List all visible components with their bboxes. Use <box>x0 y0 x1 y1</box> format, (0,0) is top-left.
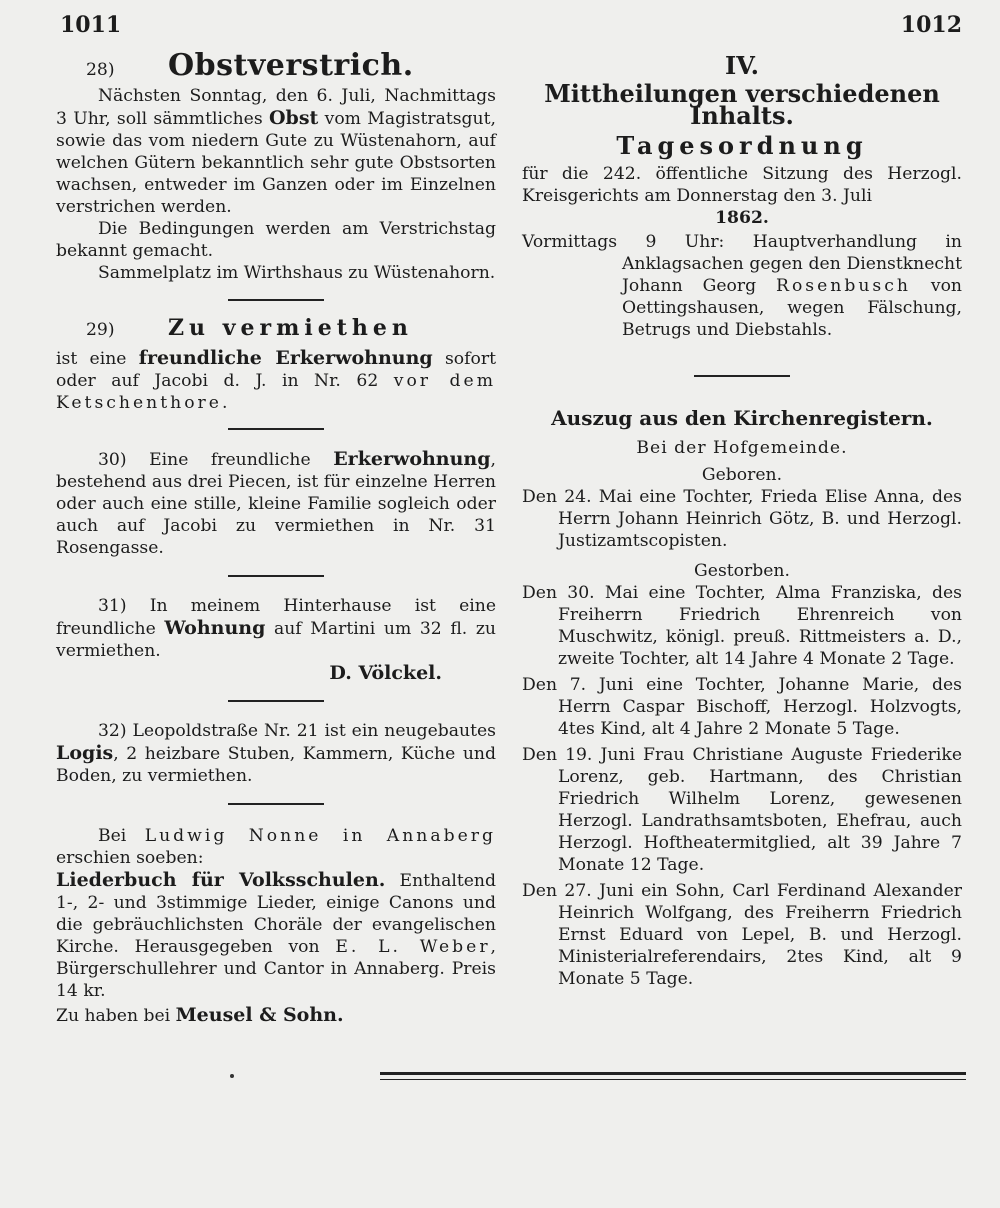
divider <box>694 375 790 377</box>
notice-number: 28) <box>86 60 115 80</box>
divider <box>228 428 324 430</box>
register-entry: Den 19. Juni Frau Christiane Auguste Friederike Lorenz, geb. Hartmann, des Christian Friedrich Wilhelm Lorenz, gewesenen Herzogl. Landrathsamtsboten, Ehefrau, auch Herzogl. Hoftheatermitglied, alt 39 Jahre 7 Monate 12 Tage. <box>522 745 962 875</box>
right-column <box>522 51 962 990</box>
notice-text: Liederbuch für Volksschulen. Enthaltend 1-, 2- und 3stimmige Lieder, einige Canons und die gebräuchlichsten Choräle der evangelischen Kirche. Herausgegeben von E. L. Weber, Bürgerschullehrer und Cantor in Annaberg. Preis 14 kr. <box>56 869 497 1001</box>
notice-30 <box>56 448 496 559</box>
agenda-item: Vormittags 9 Uhr: Hauptverhandlung in Anklagsachen gegen den Dienstknecht Johann Georg Rosenbusch von Oettingshausen, wegen Fälschung, Betrugs und Diebstahls. <box>522 232 962 340</box>
agenda-title: Tagesordnung <box>616 131 868 160</box>
born-label: Geboren. <box>701 465 783 485</box>
notice-text: Zu haben bei Meusel & Sohn. <box>56 1004 344 1026</box>
register-entry: Den 30. Mai eine Tochter, Alma Franziska, des Freiherrn Friedrich Ehrenreich von Muschwitz, königl. preuß. Rittmeisters a. D., zweite Tochter, alt 14 Jahre 4 Monate 2 Tage. <box>522 583 962 669</box>
notice-text: 30) Eine freundliche Erkerwohnung, bestehend aus drei Piecen, ist für einzelne Herren oder auch eine stille, kleine Familie sogleich oder auch auf Jacobi zu vermiethen in Nr. 31 Rosengasse. <box>56 448 496 558</box>
register-entry: Den 7. Juni eine Tochter, Johanne Marie, des Herrn Caspar Bischoff, Herzogl. Holzvogts, 4tes Kind, alt 4 Jahre 2 Monate 5 Tage. <box>522 675 962 739</box>
notice-text: Sammelplatz im Wirthshaus zu Wüstenahorn. <box>98 263 496 283</box>
section-title: Mittheilungen verschiedenen Inhalts. <box>544 79 940 130</box>
notice-28 <box>56 48 496 284</box>
closing-rule-thin <box>380 1079 966 1080</box>
divider <box>228 299 324 301</box>
parish-label: Bei der Hofgemeinde. <box>636 438 848 458</box>
left-column <box>56 48 497 1027</box>
notice-text: Nächsten Sonntag, den 6. Juli, Nachmittags 3 Uhr, soll sämmtliches Obst vom Magistratsgut, sowie das vom niedern Gute zu Wüstenahorn, auf welchen Gütern bekanntlich sehr gute Obstsorten wachsen, entweder im Ganzen oder im Einzelnen verstrichen werden. <box>56 86 496 217</box>
page-number-right: 1012 <box>900 12 962 38</box>
printer-dot <box>230 1074 234 1078</box>
agenda-year: 1862. <box>715 208 769 228</box>
divider <box>228 803 324 805</box>
register-entry: Den 24. Mai eine Tochter, Frieda Elise Anna, des Herrn Johann Heinrich Götz, B. und Herzogl. Justizamtscopisten. <box>522 487 962 551</box>
notice-29 <box>56 317 496 414</box>
divider <box>228 575 324 577</box>
notice-number: 29) <box>86 320 115 340</box>
notice-book <box>56 825 496 1027</box>
closing-rule <box>380 1072 966 1075</box>
church-register-title: Auszug aus den Kirchenregistern. <box>551 406 933 430</box>
notice-32 <box>56 720 496 787</box>
notice-text: ist eine freundliche Erkerwohnung sofort oder auf Jacobi d. J. in Nr. 62 vor dem Ketschenthore. <box>56 347 496 413</box>
register-entry: Den 27. Juni ein Sohn, Carl Ferdinand Alexander Heinrich Wolfgang, des Freiherrn Friedrich Ernst Eduard von Lepel, B. und Herzogl. Ministerialreferendairs, 2tes Kind, alt 9 Monate 5 Tage. <box>522 881 962 989</box>
section-number: IV. <box>724 51 759 80</box>
notice-heading: Obstverstrich. <box>168 48 414 83</box>
died-label: Gestorben. <box>694 561 790 581</box>
page-number-left: 1011 <box>60 12 122 38</box>
notice-signature: D. Völckel. <box>329 662 442 684</box>
notice-31 <box>56 595 496 684</box>
agenda-intro: für die 242. öffentliche Sitzung des Herzogl. Kreisgerichts am Donnerstag den 3. Juli <box>522 164 962 206</box>
notice-text: 32) Leopoldstraße Nr. 21 ist ein neugebautes Logis, 2 heizbare Stuben, Kammern, Küche und Boden, zu vermiethen. <box>56 721 496 786</box>
divider <box>228 700 324 702</box>
notice-text: Bei Ludwig Nonne in Annaberg erschien soeben: <box>56 826 496 868</box>
notice-text: 31) In meinem Hinterhause ist eine freundliche Wohnung auf Martini um 32 fl. zu vermiethen. <box>56 596 496 661</box>
notice-heading: Zu vermiethen <box>168 315 413 341</box>
notice-text: Die Bedingungen werden am Verstrichstag bekannt gemacht. <box>56 219 496 261</box>
